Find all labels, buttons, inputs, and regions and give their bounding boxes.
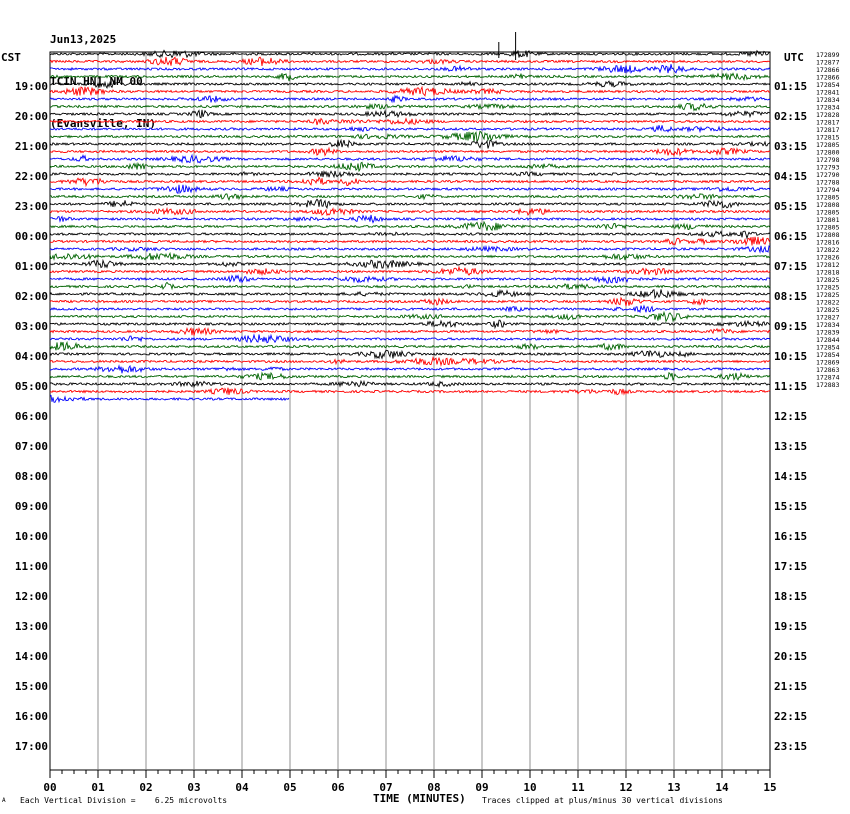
right-hour-label: 07:15 — [774, 260, 808, 273]
right-hour-label: 06:15 — [774, 230, 808, 243]
trace-value-label: 172825 — [816, 291, 840, 299]
left-hour-label: 16:00 — [14, 710, 48, 723]
seismic-trace — [50, 260, 770, 268]
seismic-trace — [50, 87, 770, 96]
x-tick-label: 09 — [475, 781, 489, 794]
trace-value-label: 172808 — [816, 201, 840, 209]
x-tick-label: 08 — [427, 781, 441, 794]
right-hour-label: 01:15 — [774, 80, 808, 93]
left-hour-label: 05:00 — [14, 380, 48, 393]
seismic-trace — [50, 140, 770, 149]
left-hour-label: 00:00 — [14, 230, 48, 243]
seismic-trace — [50, 388, 770, 395]
x-tick-label: 04 — [235, 781, 249, 794]
right-hour-label: 08:15 — [774, 290, 808, 303]
seismic-trace — [50, 298, 770, 306]
right-hour-label: 12:15 — [774, 410, 808, 423]
trace-value-label: 172869 — [816, 358, 840, 367]
seismic-trace — [50, 110, 770, 118]
left-hour-label: 02:00 — [14, 290, 48, 303]
x-tick-label: 13 — [667, 781, 681, 794]
x-tick-label: 01 — [91, 781, 105, 794]
x-tick-label: 12 — [619, 781, 633, 794]
seismic-trace — [50, 342, 770, 350]
trace-value-label: 172854 — [816, 351, 840, 359]
corner-mark: A — [2, 797, 6, 804]
seismic-trace — [50, 306, 770, 313]
left-hour-label: 19:00 — [14, 80, 48, 93]
trace-value-label: 172866 — [816, 66, 840, 74]
seismic-trace — [50, 73, 770, 81]
right-timezone-label: UTC — [784, 51, 804, 64]
seismic-trace — [50, 131, 770, 141]
x-tick-label: 00 — [43, 781, 57, 794]
right-hour-label: 13:15 — [774, 440, 808, 453]
clip-note: Traces clipped at plus/minus 30 vertical divisions — [482, 796, 723, 805]
trace-value-label: 172874 — [816, 373, 840, 382]
seismic-trace — [50, 148, 770, 155]
trace-value-label: 172816 — [816, 238, 840, 247]
right-hour-label: 14:15 — [774, 470, 808, 483]
left-hour-label: 23:00 — [14, 200, 48, 213]
left-hour-label: 13:00 — [14, 620, 48, 633]
x-tick-label: 05 — [283, 781, 297, 794]
trace-value-label: 172817 — [816, 126, 840, 134]
seismic-trace — [50, 96, 770, 103]
x-tick-label: 11 — [571, 781, 585, 794]
x-tick-label: 07 — [379, 781, 393, 794]
right-hour-label: 21:15 — [774, 680, 808, 693]
seismic-trace — [50, 366, 770, 373]
seismic-trace — [50, 171, 770, 177]
header-station: TCIN HN1 NM 00 — [50, 75, 143, 88]
left-hour-label: 22:00 — [14, 170, 48, 183]
right-hour-label: 19:15 — [774, 620, 808, 633]
trace-value-label: 172788 — [816, 178, 840, 187]
trace-value-label: 172863 — [816, 366, 840, 374]
trace-value-label: 172899 — [816, 51, 840, 59]
left-hour-label: 14:00 — [14, 650, 48, 663]
left-hour-label: 04:00 — [14, 350, 48, 363]
left-hour-label: 11:00 — [14, 560, 48, 573]
trace-value-label: 172801 — [816, 216, 840, 224]
seismic-trace — [50, 276, 770, 283]
left-hour-label: 08:00 — [14, 470, 48, 483]
right-hour-label: 02:15 — [774, 110, 808, 123]
trace-value-label: 172808 — [816, 231, 840, 239]
seismic-trace — [50, 231, 770, 238]
trace-value-label: 172817 — [816, 118, 840, 127]
left-hour-label: 12:00 — [14, 590, 48, 603]
x-tick-label: 14 — [715, 781, 729, 794]
trace-value-label: 172800 — [816, 148, 840, 157]
trace-value-label: 172854 — [816, 81, 840, 89]
trace-value-label: 172805 — [816, 141, 840, 149]
x-tick-label: 15 — [763, 781, 777, 794]
seismic-trace — [50, 320, 770, 328]
right-hour-label: 03:15 — [774, 140, 808, 153]
left-hour-label: 20:00 — [14, 110, 48, 123]
trace-value-label: 172844 — [816, 336, 840, 344]
right-hour-label: 18:15 — [774, 590, 808, 603]
seismic-trace — [50, 125, 770, 132]
x-tick-label: 06 — [331, 781, 345, 794]
seismic-trace — [50, 177, 770, 185]
seismic-trace — [50, 237, 770, 246]
left-hour-label: 09:00 — [14, 500, 48, 513]
seismic-trace — [50, 50, 770, 57]
seismic-trace — [50, 185, 770, 194]
trace-value-label: 172834 — [816, 321, 840, 329]
trace-value-label: 172822 — [816, 298, 840, 307]
seismic-trace — [50, 194, 770, 200]
header-date: Jun13,2025 — [50, 33, 117, 46]
right-hour-label: 22:15 — [774, 710, 808, 723]
right-hour-label: 20:15 — [774, 650, 808, 663]
left-timezone-label: CST — [1, 51, 21, 64]
scale-note: Each Vertical Division = 6.25 microvolts — [20, 796, 228, 805]
left-hour-label: 15:00 — [14, 680, 48, 693]
trace-value-label: 172866 — [816, 73, 840, 82]
x-axis-title: TIME (MINUTES) — [373, 792, 466, 805]
seismic-trace — [50, 267, 770, 275]
seismic-trace — [50, 222, 770, 231]
left-hour-label: 17:00 — [14, 740, 48, 753]
trace-value-label: 172822 — [816, 246, 840, 254]
trace-value-label: 172825 — [816, 276, 840, 284]
right-hour-label: 16:15 — [774, 530, 808, 543]
seismic-trace — [50, 350, 770, 358]
seismic-trace — [50, 155, 770, 163]
seismic-trace — [50, 208, 770, 215]
seismic-trace — [50, 81, 770, 88]
trace-value-label: 172793 — [816, 163, 840, 172]
seismic-trace — [50, 289, 770, 298]
left-hour-label: 01:00 — [14, 260, 48, 273]
seismic-trace — [50, 381, 770, 387]
seismic-trace — [50, 395, 289, 402]
seismic-trace — [50, 103, 770, 110]
seismic-trace — [50, 119, 770, 125]
left-hour-label: 07:00 — [14, 440, 48, 453]
seismic-trace — [50, 335, 770, 343]
left-hour-label: 10:00 — [14, 530, 48, 543]
right-hour-label: 17:15 — [774, 560, 808, 573]
seismic-trace — [50, 162, 770, 171]
right-hour-label: 09:15 — [774, 320, 808, 333]
trace-value-label: 172825 — [816, 306, 840, 314]
seismic-trace — [50, 253, 770, 260]
trace-value-label: 172818 — [816, 268, 840, 277]
seismic-trace — [50, 246, 770, 252]
trace-value-label: 172841 — [816, 88, 840, 97]
header-location: (Evansville, IN) — [50, 117, 156, 130]
trace-value-label: 172834 — [816, 103, 840, 112]
x-tick-label: 10 — [523, 781, 537, 794]
trace-value-label: 172798 — [816, 156, 840, 164]
seismic-trace — [50, 215, 770, 223]
x-tick-label: 02 — [139, 781, 153, 794]
left-hour-label: 03:00 — [14, 320, 48, 333]
right-hour-label: 15:15 — [774, 500, 808, 513]
trace-value-label: 172854 — [816, 343, 840, 352]
trace-value-label: 172805 — [816, 223, 840, 232]
right-hour-label: 23:15 — [774, 740, 808, 753]
trace-value-label: 172794 — [816, 186, 840, 194]
trace-value-label: 172877 — [816, 58, 840, 67]
seismic-trace — [50, 312, 770, 321]
trace-value-label: 172812 — [816, 261, 840, 269]
right-hour-label: 04:15 — [774, 170, 808, 183]
trace-value-label: 172883 — [816, 381, 840, 389]
seismic-trace — [50, 373, 770, 381]
left-hour-label: 21:00 — [14, 140, 48, 153]
trace-value-label: 172834 — [816, 96, 840, 104]
right-hour-label: 05:15 — [774, 200, 808, 213]
trace-value-label: 172826 — [816, 253, 840, 262]
right-hour-label: 10:15 — [774, 350, 808, 363]
seismic-trace — [50, 64, 770, 73]
trace-value-label: 172805 — [816, 193, 840, 202]
trace-value-label: 172790 — [816, 171, 840, 179]
trace-value-label: 172815 — [816, 133, 840, 142]
seismic-trace — [50, 199, 770, 208]
trace-value-label: 172827 — [816, 313, 840, 322]
trace-value-label: 172828 — [816, 111, 840, 119]
x-tick-label: 03 — [187, 781, 201, 794]
seismic-trace — [50, 358, 770, 366]
right-hour-label: 11:15 — [774, 380, 808, 393]
trace-value-label: 172805 — [816, 208, 840, 217]
seismic-trace — [50, 57, 770, 66]
seismic-trace — [50, 328, 770, 335]
seismic-trace — [50, 282, 770, 289]
trace-value-label: 172839 — [816, 328, 840, 337]
trace-value-label: 172825 — [816, 283, 840, 292]
left-hour-label: 06:00 — [14, 410, 48, 423]
